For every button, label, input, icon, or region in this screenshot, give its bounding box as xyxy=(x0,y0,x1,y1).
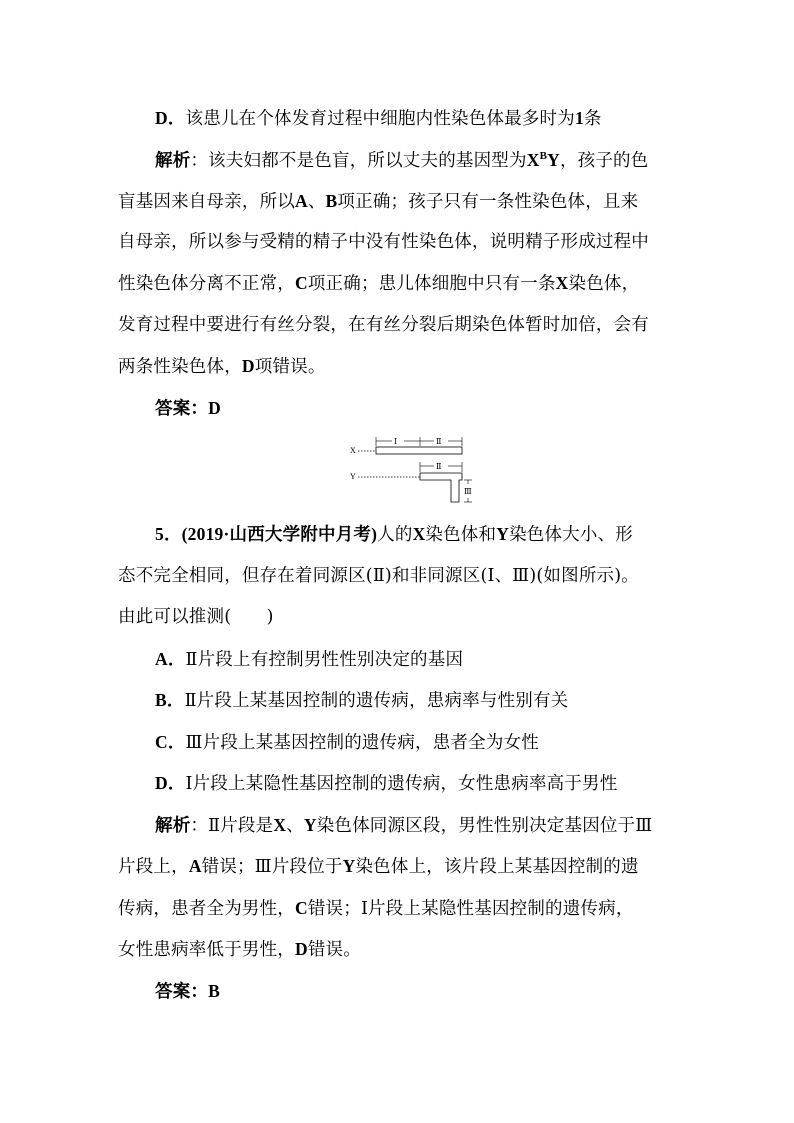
letter: A xyxy=(188,856,202,876)
text: 项正确；患儿体细胞中只有一条 xyxy=(307,274,556,294)
chromosome-diagram xyxy=(348,432,480,508)
text: 女性患病率低于男性， xyxy=(118,940,295,960)
answer-label: 答案： xyxy=(155,398,209,418)
seg-2-top-label: Ⅱ xyxy=(436,437,442,446)
prev-option-d xyxy=(155,106,725,131)
option-number: 1 xyxy=(574,108,584,128)
letter: A xyxy=(295,191,308,211)
option-text-tail: 条 xyxy=(583,109,602,129)
text: 盲基因来自母亲，所以 xyxy=(118,192,295,212)
text: 项错误。 xyxy=(254,357,326,377)
letter: C xyxy=(295,898,308,918)
q5-line3: 由此可以推测( ) xyxy=(118,607,274,627)
answer1 xyxy=(155,396,725,421)
seg-1-label: Ⅰ xyxy=(394,437,398,446)
letter: D xyxy=(295,939,308,959)
analysis-label: 解析 xyxy=(155,815,191,835)
letter: X xyxy=(555,273,569,293)
letter: Y xyxy=(342,856,356,876)
letter: X xyxy=(273,815,287,835)
text: 性染色体分离不正常， xyxy=(118,274,295,294)
option-text: Ⅱ片段上某基因控制的遗传病，患病率与性别有关 xyxy=(184,691,569,711)
text: 染色体同源区段，男性性别决定基因位于Ⅲ xyxy=(316,816,653,836)
option-label: C． xyxy=(155,732,186,752)
letter: C xyxy=(295,273,308,293)
text: 项正确；孩子只有一条性染色体，且来 xyxy=(337,192,639,212)
y-chromosome xyxy=(420,473,462,502)
letter: X xyxy=(412,524,426,544)
question-number: 5． xyxy=(155,524,182,544)
analysis1-line6 xyxy=(118,354,688,379)
answer-label: 答案： xyxy=(155,981,209,1001)
genotype-y: Y xyxy=(547,150,560,170)
option-label: B． xyxy=(155,690,185,710)
genotype-sup: B xyxy=(539,150,548,163)
letter: D xyxy=(241,356,255,376)
letter: B xyxy=(325,191,338,211)
option-text: Ⅲ片段上某基因控制的遗传病，患者全为女性 xyxy=(185,733,539,753)
text: 错误。 xyxy=(307,940,361,960)
text: 染色体上，该片段上某基因控制的遗 xyxy=(355,857,639,877)
letter: Y xyxy=(496,524,510,544)
text: ，孩子的色 xyxy=(559,151,649,171)
option-text: 该患儿在个体发育过程中细胞内性染色体最多时为 xyxy=(185,109,575,129)
text: 染色体， xyxy=(568,274,640,294)
analysis-label: 解析 xyxy=(155,150,191,170)
letter: Y xyxy=(303,815,317,835)
label-x: X xyxy=(350,446,356,455)
text: 、 xyxy=(307,192,326,212)
genotype-x: X xyxy=(526,150,540,170)
text: ：该夫妇都不是色盲，所以丈夫的基因型为 xyxy=(190,151,527,171)
option-c xyxy=(155,730,725,755)
answer-value: B xyxy=(208,981,220,1001)
text: 人的 xyxy=(377,525,413,545)
analysis2-line3 xyxy=(118,896,688,921)
text: 片段上， xyxy=(118,857,189,877)
answer2 xyxy=(155,979,725,1004)
text: 传病，患者全为男性， xyxy=(118,899,295,919)
text: 染色体大小、形 xyxy=(509,525,633,545)
option-text: Ⅱ片段上有控制男性性别决定的基因 xyxy=(185,650,464,670)
text: 、 xyxy=(286,816,304,836)
seg-2-bottom-label: Ⅱ xyxy=(436,462,442,471)
analysis1-line3: 自母亲，所以参与受精的精子中没有性染色体，说明精子形成过程中 xyxy=(118,232,649,252)
x-chromosome xyxy=(376,447,462,454)
text: 两条性染色体， xyxy=(118,357,242,377)
seg-3-label: Ⅲ xyxy=(464,487,472,496)
option-label: D． xyxy=(155,108,186,128)
option-text: Ⅰ片段上某隐性基因控制的遗传病，女性患病率高于男性 xyxy=(185,774,618,794)
q5-line1 xyxy=(155,522,725,547)
text: ：Ⅱ片段是 xyxy=(190,816,274,836)
chromosome-diagram-svg xyxy=(348,432,480,508)
option-label: A． xyxy=(155,649,186,669)
analysis1-line2 xyxy=(118,189,688,214)
question-source: (2019·山西大学附中月考) xyxy=(181,524,378,544)
option-a xyxy=(155,647,725,672)
option-label: D． xyxy=(155,773,186,793)
analysis2-line1 xyxy=(155,813,725,838)
analysis1-line5: 发育过程中要进行有丝分裂，在有丝分裂后期染色体暂时加倍，会有 xyxy=(118,315,649,335)
text: 染色体和 xyxy=(425,525,497,545)
analysis1-line1 xyxy=(155,148,725,173)
answer-value: D xyxy=(208,398,221,418)
text: 错误；Ⅰ片段上某隐性基因控制的遗传病， xyxy=(307,899,634,919)
analysis2-line4 xyxy=(118,937,688,962)
text: 错误；Ⅲ片段位于 xyxy=(201,857,343,877)
label-y: Y xyxy=(350,472,356,481)
analysis2-line2 xyxy=(118,854,688,879)
analysis1-line4 xyxy=(118,271,688,296)
option-b xyxy=(155,688,725,713)
q5-line2: 态不完全相同，但存在着同源区(Ⅱ)和非同源区(Ⅰ、Ⅲ)(如图所示)。 xyxy=(118,566,639,586)
option-d xyxy=(155,771,725,796)
